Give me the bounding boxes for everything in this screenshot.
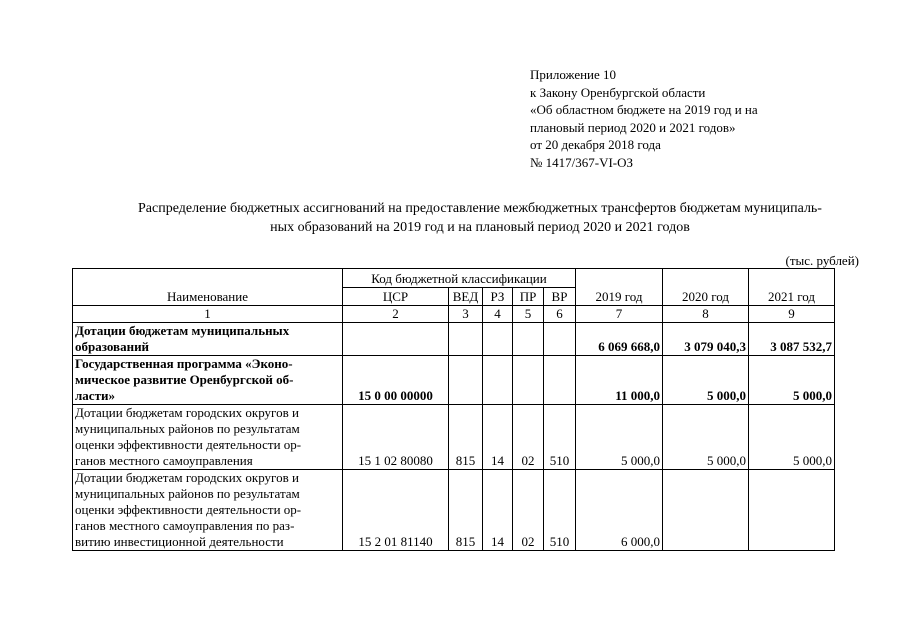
appendix-line: плановый период 2020 и 2021 годов» [530,119,736,135]
row-name-line: образований [75,339,150,354]
row-2020: 3 079 040,3 [663,323,749,356]
row-name [73,323,343,356]
row-pr [513,323,544,356]
row-name-line: Дотации бюджетам муниципальных [75,323,290,338]
header-2020: 2020 год [663,269,749,306]
header-2019: 2019 год [576,269,663,306]
row-2021: 3 087 532,7 [749,323,835,356]
row-2020: 5 000,0 [663,356,749,405]
row-name-line: мическое развитие Оренбургской об- [75,372,294,387]
column-number: 6 [544,306,576,323]
table-row [73,405,835,470]
document-title [100,199,860,237]
row-rz: 14 [483,470,513,551]
header-code-group: Код бюджетной классификации [343,269,576,288]
row-csr: 15 2 01 81140 [343,470,449,551]
row-name-line: Государственная программа «Эконо- [75,356,293,371]
column-number: 8 [663,306,749,323]
row-vr [544,356,576,405]
header-2021: 2021 год [749,269,835,306]
appendix-header [530,66,758,172]
row-name-line: оценки эффективности деятельности ор- [75,437,302,452]
header-rz: РЗ [483,288,513,306]
row-name-line: витию инвестиционной деятельности [75,534,284,549]
appendix-line: «Об областном бюджете на 2019 год и на [530,102,758,118]
row-pr: 02 [513,405,544,470]
header-vr: ВР [544,288,576,306]
column-number: 2 [343,306,449,323]
budget-table [72,268,835,551]
column-number: 1 [73,306,343,323]
header-name: Наименование [73,269,343,306]
row-rz [483,323,513,356]
row-2020: 5 000,0 [663,405,749,470]
appendix-line: к Закону Оренбургской области [530,84,706,100]
row-name [73,470,343,551]
row-ved: 815 [449,470,483,551]
row-ved [449,323,483,356]
row-name-line: ласти» [75,388,115,403]
column-number: 4 [483,306,513,323]
column-number-row [73,306,835,323]
column-number: 5 [513,306,544,323]
table-row [73,323,835,356]
row-2021 [749,470,835,551]
row-csr [343,323,449,356]
document-title-line-2: ных образований на 2019 год и на плановый период 2020 и 2021 годов [270,220,690,235]
column-number: 3 [449,306,483,323]
unit-note: (тыс. рублей) [785,253,859,268]
row-2020 [663,470,749,551]
table-row [73,470,835,551]
row-vr: 510 [544,405,576,470]
row-name-line: муниципальных районов по результатам [75,486,300,501]
row-ved [449,356,483,405]
row-pr [513,356,544,405]
header-csr: ЦСР [343,288,449,306]
row-name-line: оценки эффективности деятельности ор- [75,502,302,517]
row-name [73,356,343,405]
row-2021: 5 000,0 [749,405,835,470]
column-number: 9 [749,306,835,323]
row-name-line: Дотации бюджетам городских округов и [75,470,299,485]
row-2019: 6 069 668,0 [576,323,663,356]
row-vr: 510 [544,470,576,551]
header-ved: ВЕД [449,288,483,306]
appendix-line: Приложение 10 [530,67,617,82]
row-vr [544,323,576,356]
document-title-line-1: Распределение бюджетных ассигнований на предоставление межбюджетных трансфертов бюджетам муниципаль- [138,201,822,216]
row-rz: 14 [483,405,513,470]
row-pr: 02 [513,470,544,551]
header-pr: ПР [513,288,544,306]
row-2019: 5 000,0 [576,405,663,470]
header-row-1 [73,269,835,288]
row-csr: 15 0 00 00000 [343,356,449,405]
row-ved: 815 [449,405,483,470]
row-csr: 15 1 02 80080 [343,405,449,470]
column-number: 7 [576,306,663,323]
appendix-line: от 20 декабря 2018 года [530,137,661,153]
row-2019: 11 000,0 [576,356,663,405]
row-name-line: ганов местного самоуправления [75,453,253,468]
row-2019: 6 000,0 [576,470,663,551]
row-2021: 5 000,0 [749,356,835,405]
row-name [73,405,343,470]
row-rz [483,356,513,405]
row-name-line: Дотации бюджетам городских округов и [75,405,299,420]
row-name-line: муниципальных районов по результатам [75,421,300,436]
row-name-line: ганов местного самоуправления по раз- [75,518,295,533]
appendix-line: № 1417/367-VI-ОЗ [530,154,634,170]
table-row [73,356,835,405]
